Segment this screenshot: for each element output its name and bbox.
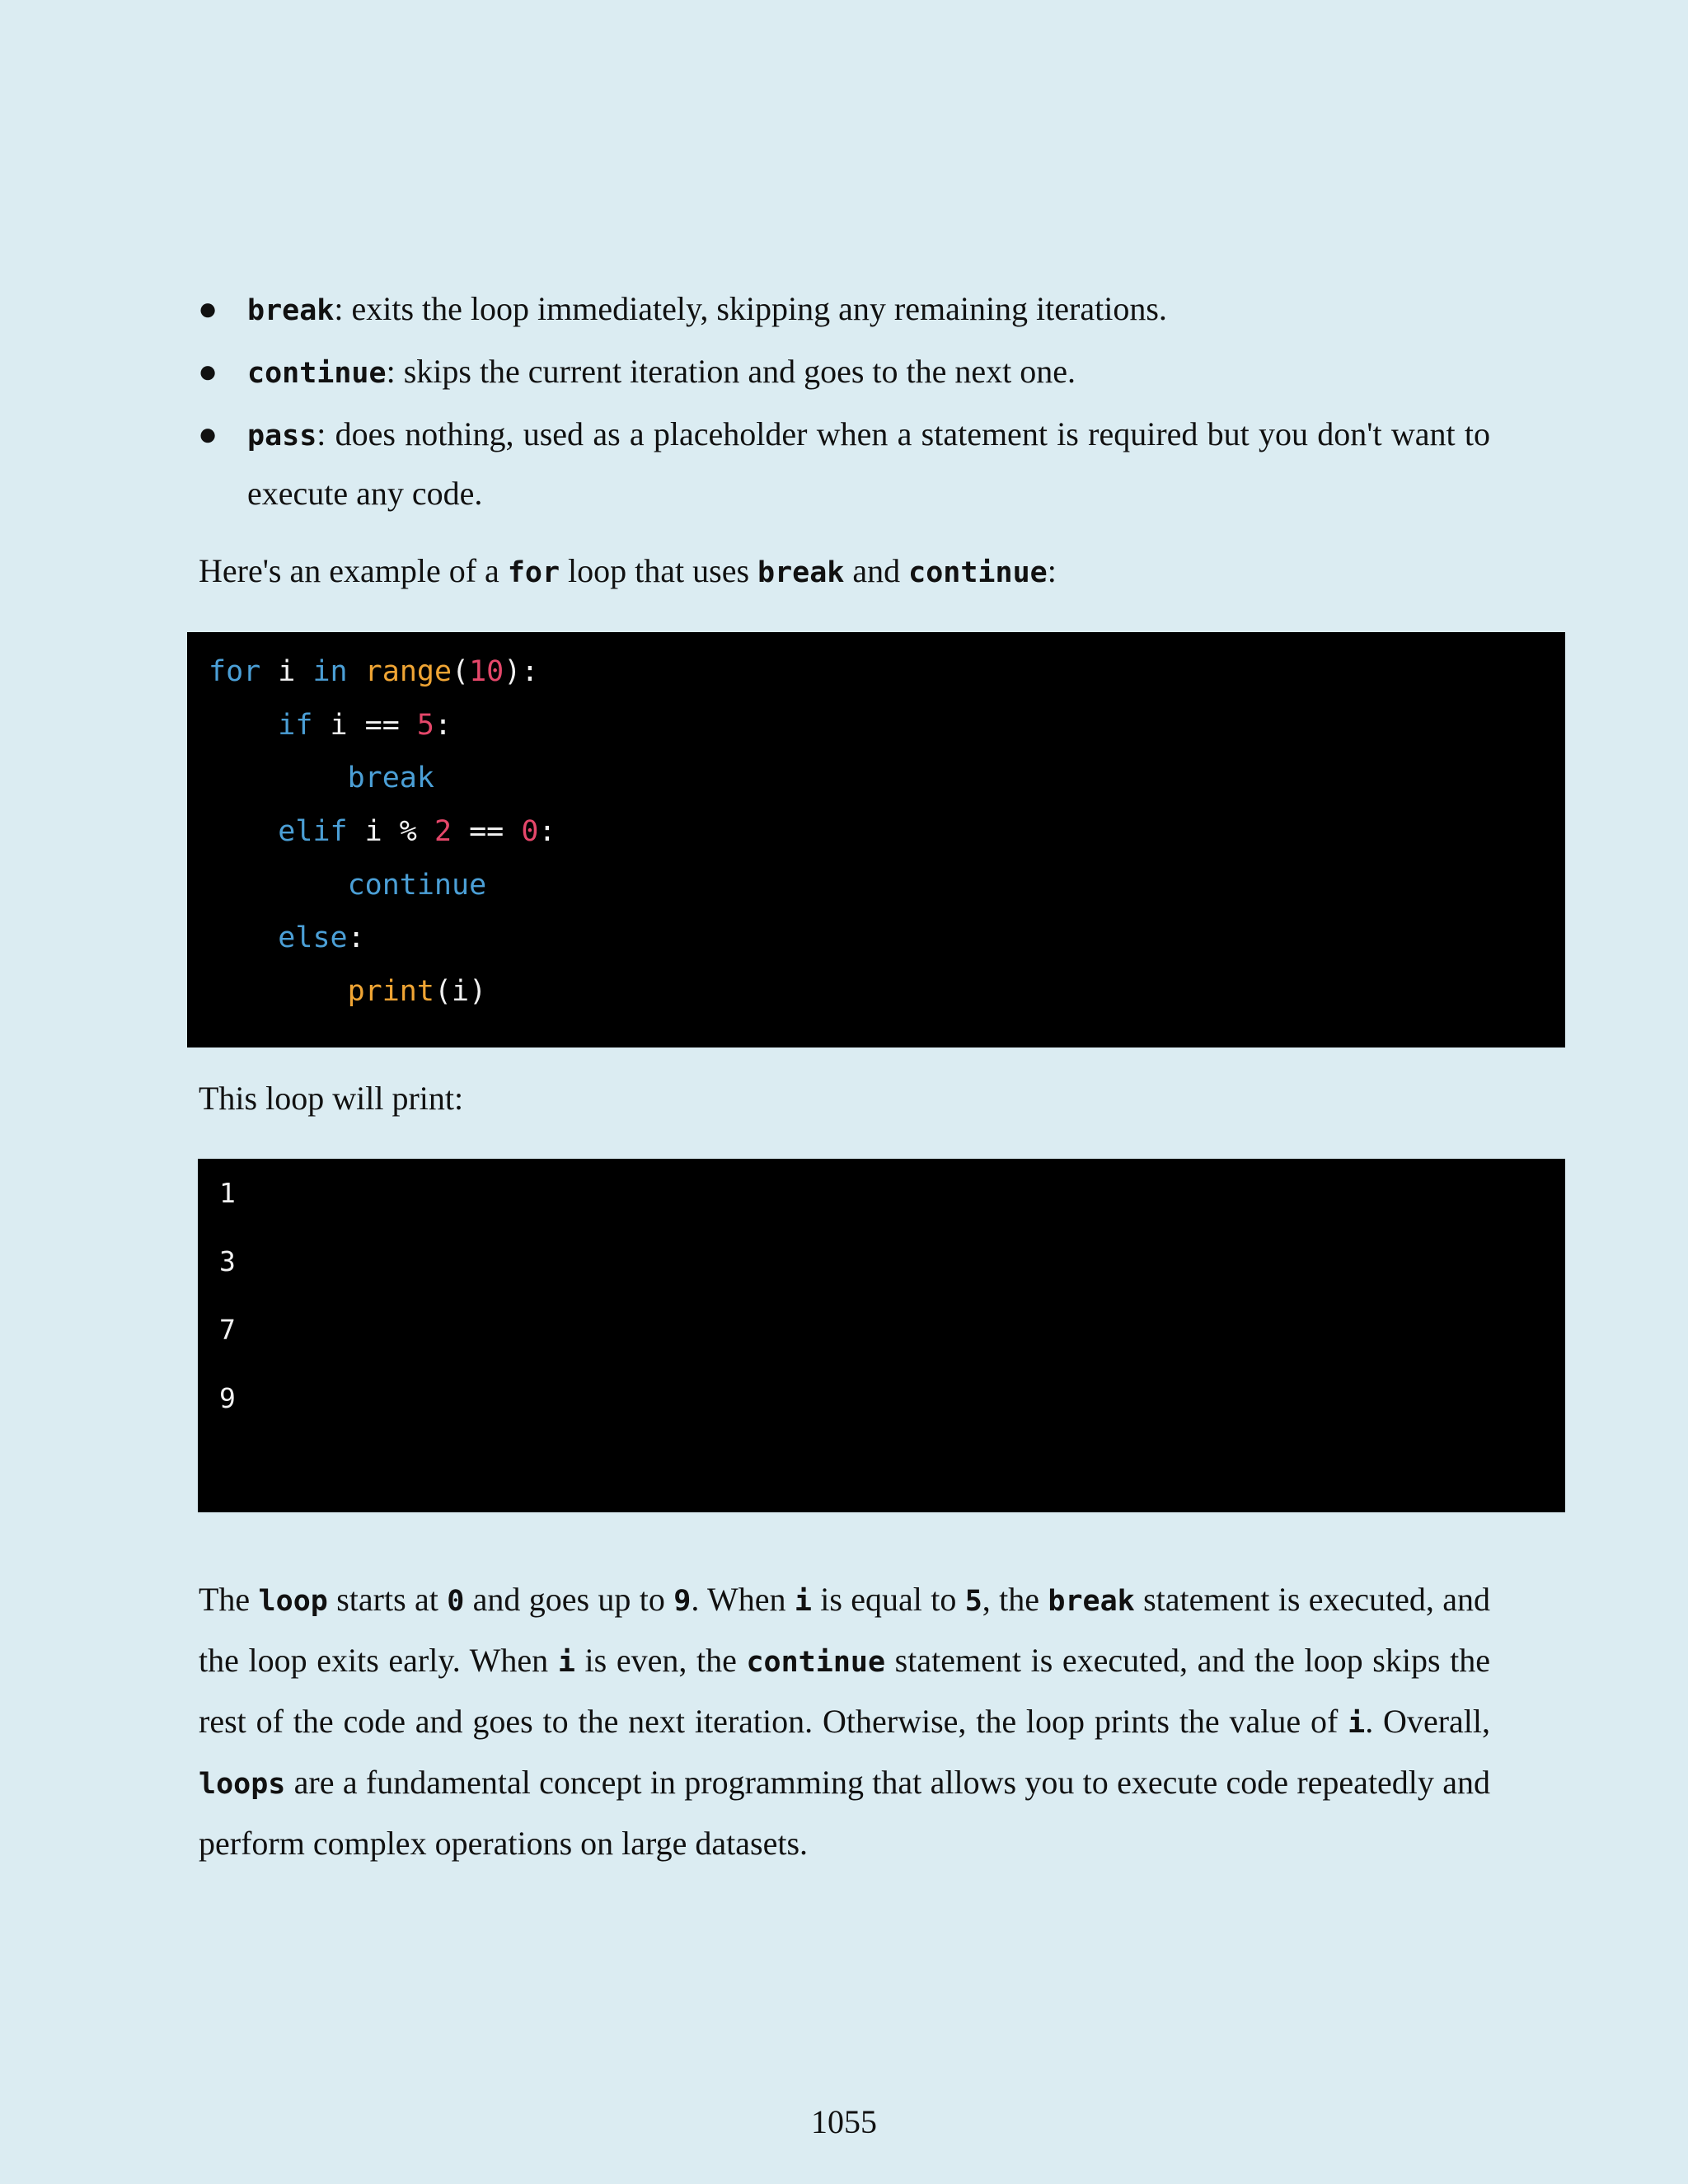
code-line (209, 699, 1565, 752)
inline-code: 9 (673, 1585, 692, 1618)
output-line: 3 (219, 1245, 236, 1277)
term-description: : does nothing, used as a placeholder when a statement is required but you don't want to execute any code. (247, 415, 1490, 512)
code-token: : (434, 708, 452, 742)
code-indent (209, 709, 278, 742)
inline-code: break (1048, 1585, 1135, 1618)
term-pass: pass (247, 419, 317, 452)
code-token: i (260, 655, 313, 688)
explanation-text: . When (691, 1581, 795, 1618)
code-token: break (347, 762, 434, 795)
code-token: if (278, 708, 313, 742)
inline-code: i (1348, 1707, 1366, 1740)
output-line: 7 (219, 1314, 236, 1346)
code-token: : (538, 815, 556, 849)
term-description: : skips the current iteration and goes to the next one. (386, 353, 1076, 390)
output-line: 1 (219, 1177, 236, 1209)
inline-code: i (794, 1585, 812, 1618)
inline-code-for: for (507, 556, 560, 589)
code-token: range (364, 655, 452, 688)
bullet-icon: ● (198, 353, 218, 390)
code-token: for (209, 655, 261, 688)
intro-text: : (1047, 552, 1057, 589)
inline-code: loop (258, 1585, 328, 1618)
code-token: i == (312, 708, 417, 742)
list-item (198, 280, 1490, 340)
intro-text: and (844, 552, 909, 589)
inline-code-break: break (757, 556, 845, 589)
code-indent (209, 975, 348, 1008)
loop-control-list (198, 280, 1490, 526)
output-block (198, 1159, 1565, 1512)
code-token: (i) (434, 975, 487, 1009)
code-token: : (347, 921, 365, 955)
print-intro: This loop will print: (199, 1080, 464, 1117)
code-token: else (278, 921, 348, 955)
code-line (209, 965, 1565, 1019)
explanation-text: The (199, 1581, 259, 1618)
intro-paragraph (199, 548, 1490, 596)
code-token: continue (347, 868, 487, 902)
explanation-text: . Overall, (1365, 1703, 1490, 1740)
code-token: ): (504, 655, 539, 688)
explanation-text: are a fundamental concept in programming that allows you to execute code repeatedly and perform complex operations on large datasets. (199, 1764, 1490, 1862)
intro-text: Here's an example of a (199, 552, 508, 589)
code-token: print (347, 975, 434, 1009)
inline-code: loops (199, 1768, 286, 1801)
code-indent (209, 869, 348, 902)
term-continue: continue (247, 357, 387, 390)
bullet-icon: ● (198, 415, 218, 452)
explanation-text: is even, the (574, 1642, 747, 1679)
code-line (209, 645, 1565, 699)
code-indent (209, 921, 278, 954)
code-token: 10 (469, 655, 504, 688)
list-item (198, 405, 1490, 523)
explanation-text: starts at (327, 1581, 448, 1618)
intro-text: loop that uses (560, 552, 758, 589)
code-token: 5 (416, 708, 434, 742)
explanation-text: and goes up to (464, 1581, 674, 1618)
code-indent (209, 815, 278, 848)
inline-code: continue (746, 1646, 886, 1679)
code-token: in (312, 655, 348, 688)
inline-code-continue: continue (908, 556, 1048, 589)
code-line (209, 859, 1565, 912)
inline-code: i (557, 1646, 575, 1679)
inline-code: 5 (964, 1585, 982, 1618)
inline-code: 0 (447, 1585, 465, 1618)
code-line (209, 912, 1565, 965)
code-token: 0 (521, 815, 539, 849)
code-block (187, 632, 1565, 1047)
explanation-text: , the (982, 1581, 1048, 1618)
explanation-text: statement is executed, and the loop exits early. When (199, 1581, 1490, 1679)
term-break: break (247, 294, 335, 327)
code-token: == (452, 815, 522, 849)
list-item (198, 343, 1490, 402)
code-token (348, 655, 365, 688)
code-line (209, 752, 1565, 805)
code-line (209, 805, 1565, 859)
explanation-text: statement is executed, and the loop skips the rest of the code and goes to the next iteration. Otherwise, the loop prints the value of (199, 1642, 1491, 1740)
output-line: 9 (219, 1382, 236, 1414)
code-indent (209, 762, 348, 794)
explanation-paragraph (199, 1570, 1490, 1872)
bullet-icon: ● (198, 290, 218, 327)
code-token: ( (452, 655, 470, 688)
page-number: 1055 (811, 2103, 877, 2140)
explanation-text: is equal to (811, 1581, 965, 1618)
code-token: i % (347, 815, 434, 849)
term-description: : exits the loop immediately, skipping any remaining iterations. (334, 290, 1167, 327)
code-token: elif (278, 815, 348, 849)
code-token: 2 (434, 815, 452, 849)
